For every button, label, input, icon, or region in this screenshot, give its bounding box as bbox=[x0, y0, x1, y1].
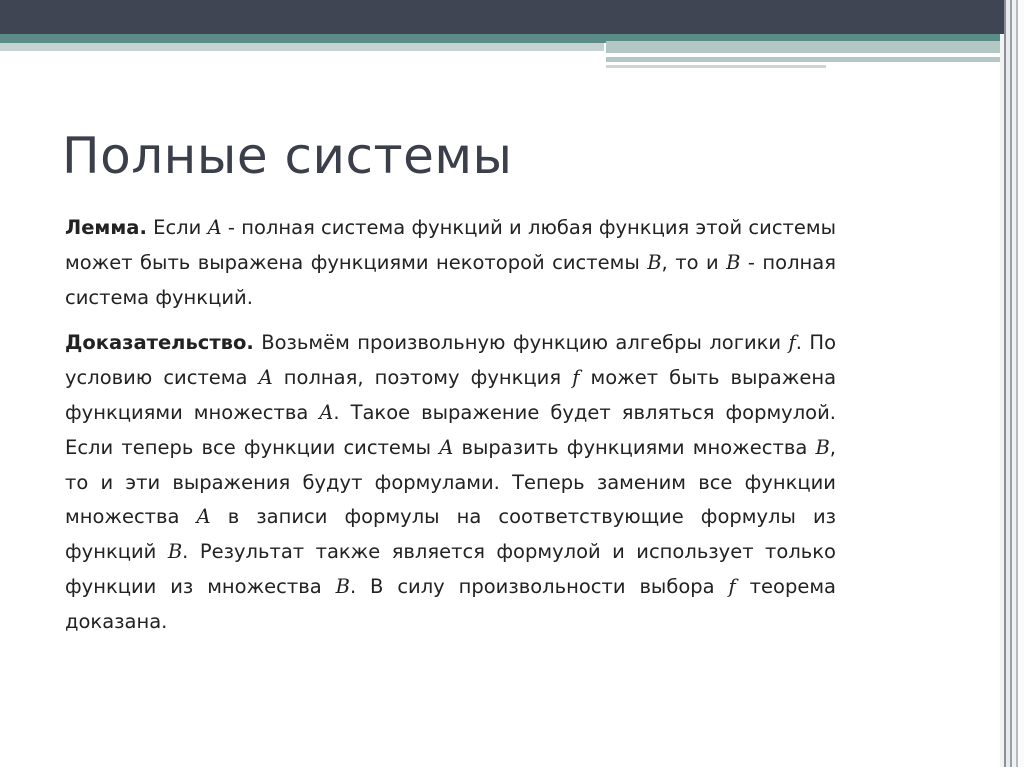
math-variable: f bbox=[572, 366, 580, 390]
proof-text: , то и эти выражения будут формулами. Теперь заменим все функции множества bbox=[65, 435, 836, 529]
lemma-text: - полная система функций и любая функция этой системы может быть выражена функциями некоторой системы bbox=[65, 216, 836, 274]
math-variable: A bbox=[196, 505, 211, 529]
slide-title: Полные системы bbox=[62, 127, 513, 185]
header-accent-bar bbox=[606, 65, 826, 68]
proof-text: в записи формулы на соответствующие формулы из функций bbox=[65, 505, 836, 564]
proof-label: Доказательство. bbox=[65, 331, 254, 355]
math-variable: B bbox=[647, 250, 662, 274]
math-variable: A bbox=[207, 216, 222, 239]
proof-text: может быть выражена функциями множества bbox=[65, 366, 837, 424]
proof-text: . В силу произвольности выбора bbox=[349, 574, 729, 598]
math-variable: f bbox=[728, 574, 736, 598]
lemma-text: , то и bbox=[661, 250, 727, 274]
lemma-text: - полная система функций. bbox=[65, 250, 836, 309]
proof-text: . Такое выражение будет являться формулой. Если теперь все функции системы bbox=[65, 400, 836, 459]
slide-content bbox=[65, 211, 836, 651]
proof-text: теорема доказана. bbox=[65, 574, 836, 633]
header-accent-bar bbox=[606, 41, 1004, 53]
math-variable: B bbox=[815, 435, 830, 459]
math-variable: B bbox=[167, 540, 183, 564]
proof-text: . Результат также является формулой и использует только функции из множества bbox=[65, 540, 836, 598]
header-band-light bbox=[0, 43, 604, 51]
lemma-paragraph bbox=[65, 211, 836, 315]
math-variable: A bbox=[258, 366, 273, 390]
lemma-label: Лемма. bbox=[65, 216, 147, 239]
header-accent-bar bbox=[606, 57, 1004, 62]
math-variable: A bbox=[319, 400, 334, 424]
math-variable: A bbox=[439, 435, 454, 459]
right-edge-strip bbox=[1004, 0, 1024, 767]
math-variable: f bbox=[788, 331, 796, 355]
proof-text: Возьмём произвольную функцию алгебры логики bbox=[253, 331, 789, 355]
math-variable: B bbox=[335, 574, 350, 598]
proof-text: полная, поэтому функция bbox=[272, 366, 573, 390]
lemma-text: Если bbox=[146, 216, 208, 239]
proof-paragraph bbox=[65, 326, 836, 639]
proof-text: выразить функциями множества bbox=[453, 435, 816, 459]
header-band-dark bbox=[0, 0, 1004, 34]
proof-text: . По условию система bbox=[65, 331, 836, 390]
math-variable: B bbox=[726, 250, 741, 274]
